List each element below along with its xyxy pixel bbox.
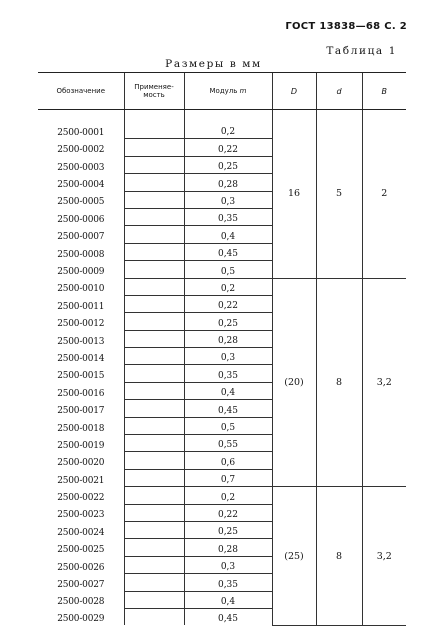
cell-module: [184, 261, 272, 278]
designation-text: 2500-0003: [57, 162, 105, 173]
cell-module: [184, 226, 272, 243]
cell-applicability: [124, 608, 184, 625]
cell-applicability: [124, 122, 184, 139]
cell-applicability: [124, 330, 184, 347]
designation-text: 2500-0020: [57, 458, 105, 469]
designation-text: 2500-0028: [57, 597, 105, 608]
cell-module: [184, 174, 272, 191]
designation-text: 2500-0004: [57, 180, 105, 191]
cell-module: [184, 574, 272, 591]
cell-designation: [38, 469, 124, 486]
module-text: 0,55: [217, 440, 239, 451]
table-row: [38, 487, 406, 504]
cell-designation: [38, 382, 124, 399]
designation-text: 2500-0024: [57, 527, 105, 538]
cell-applicability: [124, 435, 184, 452]
spacer-cell: [124, 110, 184, 123]
spacer-cell: [184, 110, 272, 123]
cell-designation: [38, 122, 124, 139]
designation-text: 2500-0015: [57, 371, 105, 382]
designation-text: 2500-0010: [57, 284, 105, 295]
cell-module: [184, 591, 272, 608]
spacer-cell: [38, 110, 124, 123]
module-text: 0,28: [217, 544, 239, 555]
cell-module: [184, 435, 272, 452]
column-header-d: d: [316, 73, 362, 110]
table-spacer-row: [38, 110, 406, 123]
module-text: 0,5: [220, 423, 236, 434]
module-text: 0,35: [217, 370, 239, 381]
designation-text: 2500-0021: [57, 475, 105, 486]
cell-module: [184, 400, 272, 417]
cell-module: [184, 191, 272, 208]
cell-module: [184, 139, 272, 156]
designation-text: 2500-0023: [57, 510, 105, 521]
cell-applicability: [124, 487, 184, 504]
cell-module: [184, 243, 272, 260]
designation-text: 2500-0019: [57, 440, 105, 451]
cell-designation: [38, 574, 124, 591]
cell-designation: [38, 226, 124, 243]
cell-module: [184, 156, 272, 173]
cell-applicability: [124, 243, 184, 260]
cell-applicability: [124, 556, 184, 573]
cell-applicability: [124, 504, 184, 521]
cell-module: [184, 348, 272, 365]
module-text: 0,35: [217, 579, 239, 590]
cell-applicability: [124, 521, 184, 538]
cell-designation: [38, 539, 124, 556]
module-text: 0,45: [217, 405, 239, 416]
cell-designation: [38, 348, 124, 365]
cell-applicability: [124, 452, 184, 469]
column-header-designation: Обозначение: [38, 73, 124, 110]
cell-module: [184, 313, 272, 330]
cell-applicability: [124, 539, 184, 556]
designation-text: 2500-0006: [57, 214, 105, 225]
table-row: [38, 278, 406, 295]
column-header-D: D: [272, 73, 316, 110]
cell-module: [184, 539, 272, 556]
cell-module: [184, 382, 272, 399]
designation-text: 2500-0026: [57, 562, 105, 573]
module-text: 0,25: [217, 162, 239, 173]
cell-designation: [38, 174, 124, 191]
cell-designation: [38, 261, 124, 278]
cell-module: [184, 365, 272, 382]
designation-text: 2500-0016: [57, 388, 105, 399]
designation-text: 2500-0002: [57, 145, 105, 156]
cell-d-value: 8: [316, 278, 362, 487]
cell-designation: [38, 521, 124, 538]
cell-applicability: [124, 469, 184, 486]
cell-designation: [38, 330, 124, 347]
cell-designation: [38, 139, 124, 156]
cell-applicability: [124, 417, 184, 434]
cell-applicability: [124, 348, 184, 365]
cell-D-value: 16: [272, 110, 316, 279]
module-text: 0,4: [220, 231, 236, 242]
cell-applicability: [124, 226, 184, 243]
module-text: 0,25: [217, 318, 239, 329]
cell-designation: [38, 591, 124, 608]
cell-designation: [38, 435, 124, 452]
cell-module: [184, 330, 272, 347]
cell-designation: [38, 208, 124, 225]
cell-module: [184, 521, 272, 538]
designation-text: 2500-0029: [57, 614, 105, 625]
cell-applicability: [124, 295, 184, 312]
cell-designation: [38, 556, 124, 573]
cell-D-value: (20): [272, 278, 316, 487]
cell-designation: [38, 156, 124, 173]
cell-B-value: 3,2: [362, 487, 406, 626]
cell-module: [184, 417, 272, 434]
cell-module: [184, 608, 272, 625]
cell-module: [184, 556, 272, 573]
cell-applicability: [124, 208, 184, 225]
designation-text: 2500-0025: [57, 545, 105, 556]
cell-designation: [38, 313, 124, 330]
module-symbol: m: [239, 87, 247, 95]
cell-designation: [38, 243, 124, 260]
sizes-label: Размеры в мм: [165, 58, 262, 70]
module-text: 0,22: [217, 144, 239, 155]
cell-designation: [38, 417, 124, 434]
cell-D-value: (25): [272, 487, 316, 626]
cell-designation: [38, 295, 124, 312]
cell-designation: [38, 504, 124, 521]
cell-applicability: [124, 261, 184, 278]
cell-applicability: [124, 400, 184, 417]
cell-B-value: 3,2: [362, 278, 406, 487]
designation-text: 2500-0022: [57, 493, 105, 504]
cell-applicability: [124, 591, 184, 608]
module-text: 0,4: [220, 388, 236, 399]
module-text: 0,45: [217, 249, 239, 260]
designation-text: 2500-0018: [57, 423, 105, 434]
module-text: 0,25: [217, 527, 239, 538]
dimensions-table: [38, 72, 406, 626]
cell-designation: [38, 608, 124, 625]
column-header-module: Модуль m: [184, 73, 272, 110]
module-text: 0,3: [220, 196, 236, 207]
cell-applicability: [124, 139, 184, 156]
cell-applicability: [124, 382, 184, 399]
cell-applicability: [124, 574, 184, 591]
cell-module: [184, 469, 272, 486]
document-number: ГОСТ 13838—68 С. 2: [285, 21, 407, 32]
module-text: 0,28: [217, 336, 239, 347]
cell-B-value: 2: [362, 110, 406, 279]
designation-text: 2500-0009: [57, 267, 105, 278]
cell-module: [184, 452, 272, 469]
cell-applicability: [124, 278, 184, 295]
cell-designation: [38, 278, 124, 295]
module-text: 0,6: [220, 457, 236, 468]
designation-text: 2500-0001: [57, 127, 105, 138]
module-text: 0,2: [220, 283, 236, 294]
designation-text: 2500-0008: [57, 249, 105, 260]
table-body: [38, 110, 406, 626]
cell-module: [184, 487, 272, 504]
designation-text: 2500-0027: [57, 580, 105, 591]
module-text: 0,22: [217, 301, 239, 312]
column-header-B: B: [362, 73, 406, 110]
cell-designation: [38, 191, 124, 208]
cell-d-value: 8: [316, 487, 362, 626]
cell-module: [184, 295, 272, 312]
module-text: 0,2: [220, 127, 236, 138]
designation-text: 2500-0007: [57, 232, 105, 243]
module-text: 0,2: [220, 492, 236, 503]
module-text: 0,7: [220, 475, 236, 486]
designation-text: 2500-0011: [57, 301, 105, 312]
table-header-row: [38, 73, 406, 110]
cell-module: [184, 504, 272, 521]
cell-designation: [38, 365, 124, 382]
module-text: 0,3: [220, 353, 236, 364]
designation-text: 2500-0012: [57, 319, 105, 330]
cell-module: [184, 278, 272, 295]
module-text: 0,28: [217, 179, 239, 190]
cell-module: [184, 208, 272, 225]
designation-text: 2500-0005: [57, 197, 105, 208]
table-label: Таблица 1: [326, 45, 397, 57]
cell-applicability: [124, 174, 184, 191]
cell-d-value: 5: [316, 110, 362, 279]
cell-applicability: [124, 313, 184, 330]
cell-applicability: [124, 365, 184, 382]
module-text: 0,22: [217, 509, 239, 520]
module-text: 0,35: [217, 214, 239, 225]
cell-designation: [38, 487, 124, 504]
cell-designation: [38, 400, 124, 417]
module-text: 0,5: [220, 266, 236, 277]
cell-applicability: [124, 156, 184, 173]
cell-designation: [38, 452, 124, 469]
module-text: 0,45: [217, 614, 239, 625]
designation-text: 2500-0014: [57, 353, 105, 364]
module-text: 0,4: [220, 596, 236, 607]
cell-applicability: [124, 191, 184, 208]
column-header-applicability: Применяе-мость: [124, 73, 184, 110]
cell-module: [184, 122, 272, 139]
module-text: 0,3: [220, 562, 236, 573]
designation-text: 2500-0017: [57, 406, 105, 417]
designation-text: 2500-0013: [57, 336, 105, 347]
